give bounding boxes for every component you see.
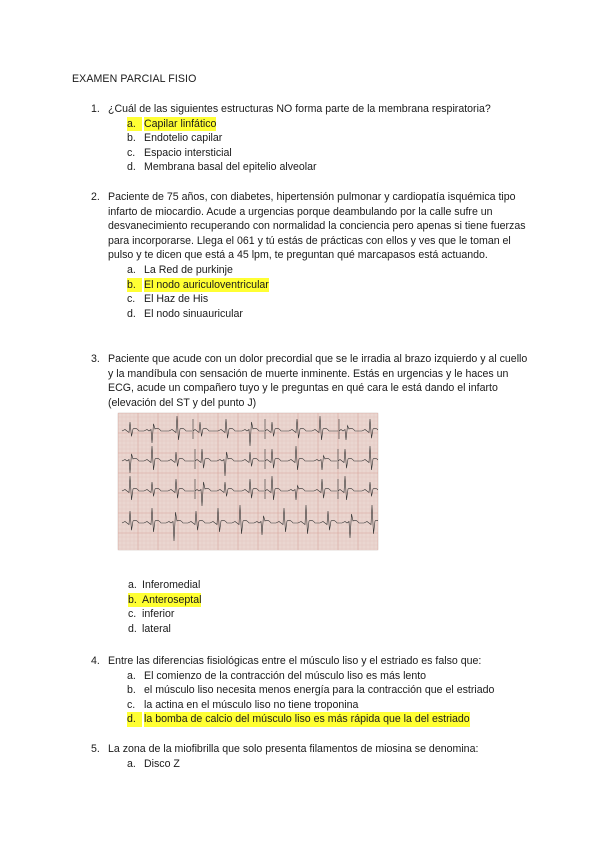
option-letter: a. (127, 263, 136, 276)
option-letter: a. (128, 579, 137, 591)
option-text: Anteroseptal (142, 593, 202, 606)
option-text: La Red de purkinje (144, 263, 233, 276)
question-3 (91, 352, 531, 410)
option-letter: a. (127, 669, 136, 682)
option-a (91, 757, 531, 772)
option-c (91, 292, 531, 307)
ecg-image (118, 413, 378, 550)
option-letter: c. (127, 293, 136, 306)
option-b (91, 131, 531, 146)
option-text: Capilar linfático (144, 117, 217, 130)
question-number: 1. (91, 103, 100, 115)
option-letter: d. (128, 622, 137, 635)
option-letter: c. (127, 146, 136, 159)
exam-title: EXAMEN PARCIAL FISIO (72, 73, 197, 85)
option-text: inferior (142, 608, 175, 621)
option-text: El nodo auriculoventricular (144, 278, 269, 291)
options-list (91, 669, 531, 727)
option-c (91, 698, 531, 713)
options-list (91, 263, 531, 321)
question-2 (91, 190, 531, 321)
option-letter: c. (128, 608, 137, 621)
option-a (91, 117, 531, 132)
option-text: El nodo sinuauricular (144, 307, 243, 320)
option-letter: d. (127, 161, 136, 174)
option-letter: b. (127, 278, 142, 293)
option-text: la actina en el músculo liso no tiene troponina (144, 698, 359, 711)
option-d (91, 160, 531, 175)
question-number: 3. (91, 353, 100, 365)
question-stem: ¿Cuál de las siguientes estructuras NO forma parte de la membrana respiratoria? (108, 103, 491, 115)
options-list (91, 117, 531, 175)
question-5 (91, 742, 531, 771)
option-letter: a. (127, 757, 136, 770)
option-text: Inferomedial (142, 579, 201, 591)
option-letter: b. (128, 593, 143, 608)
option-text: Endotelio capilar (144, 132, 223, 145)
option-text: Disco Z (144, 757, 180, 770)
option-letter: b. (127, 684, 136, 697)
option-text: Membrana basal del epitelio alveolar (144, 161, 317, 174)
question-stem: Entre las diferencias fisiológicas entre el músculo liso y el estriado es falso que: (108, 655, 482, 667)
options-list (91, 757, 531, 772)
question-stem: Paciente de 75 años, con diabetes, hipertensión pulmonar y cardiopatía isquémica tipo infarto de miocardio. Acude a urgencias porque deambulando por la calle sufre un desvanecimiento recuperando con normalidad la conciencia pero apenas si tiene fuerzas para incorporarse. Llega el 061 y tú estás de prácticas con ellos y ves que le toman el pulso y te dicen que está a 45 lpm, te preguntan qué marcapasos está actuando. (108, 191, 526, 262)
option-a (91, 263, 531, 278)
option-text: El Haz de His (144, 293, 209, 306)
option-text: lateral (142, 622, 171, 635)
option-d (91, 307, 531, 322)
option-c (91, 146, 531, 161)
option-b (91, 683, 531, 698)
question-number: 5. (91, 743, 100, 755)
option-letter: b. (127, 132, 136, 145)
question-stem: La zona de la miofibrilla que solo presenta filamentos de miosina se denomina: (108, 743, 479, 755)
question-number: 2. (91, 191, 100, 203)
option-text: la bomba de calcio del músculo liso es más rápida que la del estriado (144, 713, 470, 726)
option-text: el músculo liso necesita menos energía para la contracción que el estriado (144, 684, 495, 697)
option-letter: a. (127, 117, 142, 132)
option-b (91, 278, 531, 293)
option-a (91, 669, 531, 684)
option-letter: d. (127, 712, 142, 727)
option-d (91, 712, 531, 727)
option-letter: d. (127, 307, 136, 320)
question-stem: Paciente que acude con un dolor precordial que se le irradia al brazo izquierdo y al cuello y la mandíbula con sensación de muerte inminente. Estás en urgencias y le haces un ECG, acude un compañero tuyo y le preguntas en qué cara le está dando el infarto (elevación del ST y del punto J) (108, 353, 528, 409)
option-text: El comienzo de la contracción del músculo liso es más lento (144, 669, 427, 682)
option-letter: c. (127, 698, 136, 711)
question-1 (91, 102, 531, 175)
option-text: Espacio intersticial (144, 146, 232, 159)
question-number: 4. (91, 655, 100, 667)
question-4 (91, 654, 531, 727)
